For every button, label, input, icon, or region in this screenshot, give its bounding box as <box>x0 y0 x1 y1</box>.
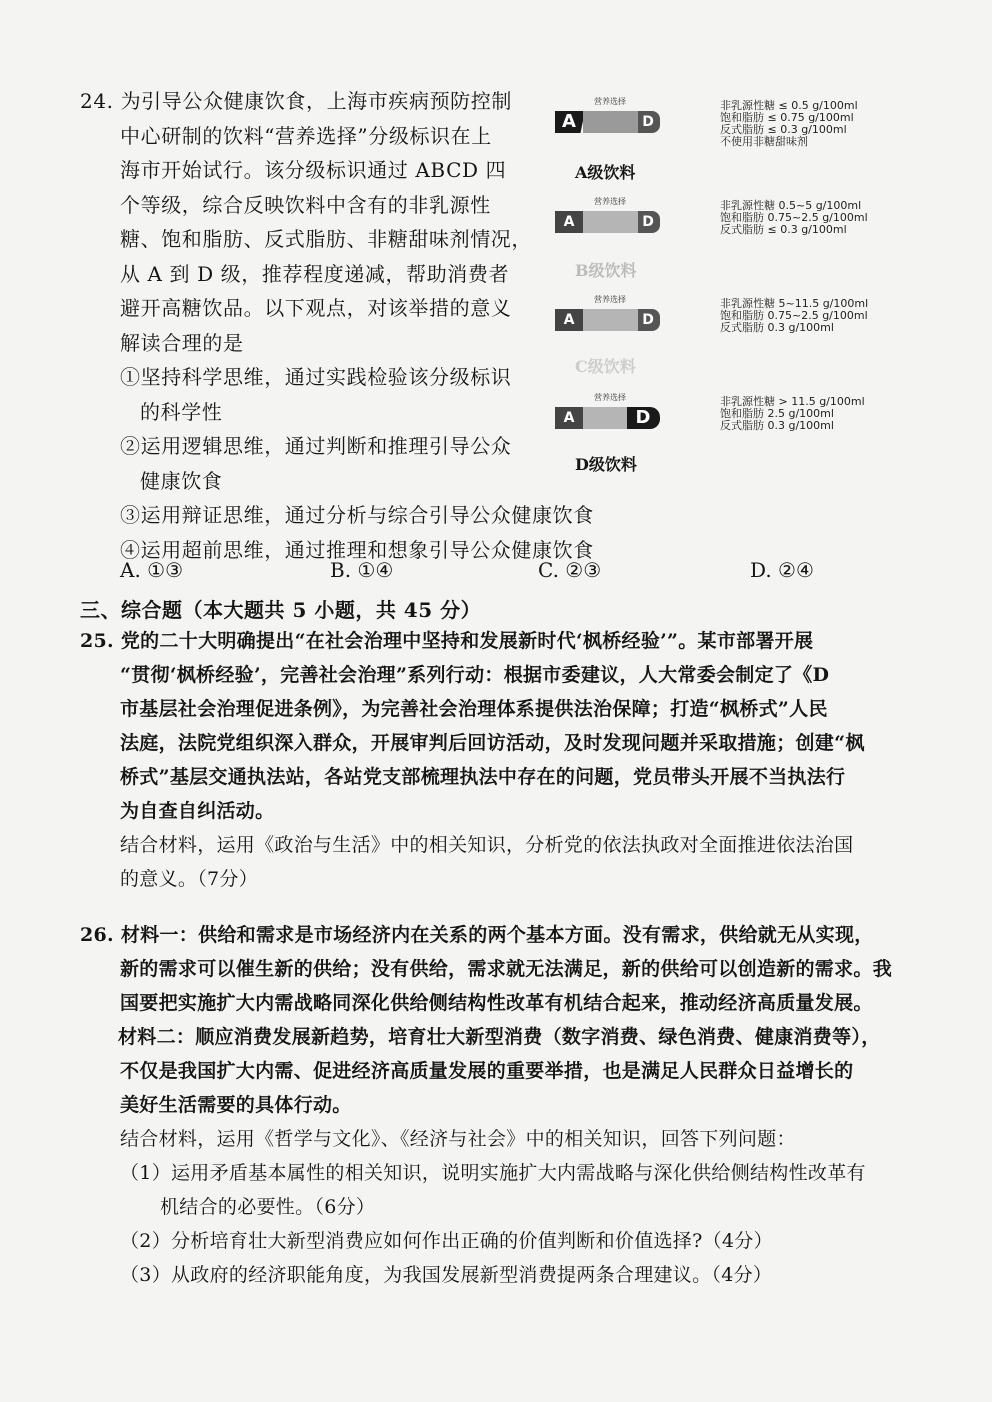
logo-caption: 营养选择 <box>594 393 626 402</box>
q26-sub-2: （2）分析培育壮大新型消费应如何作出正确的价值判断和价值选择?（4分） <box>120 1230 773 1252</box>
grade-bar: A D <box>555 211 660 233</box>
q24-line: 避开高糖饮品。以下观点，对该举措的意义 <box>120 296 512 320</box>
question-26 <box>80 918 940 1292</box>
q26-line: 26. 材料一：供给和需求是市场经济内在关系的两个基本方面。没有需求，供给就无从实现， <box>80 924 874 946</box>
q26-sub-1: （1）运用矛盾基本属性的相关知识，说明实施扩大内需战略与深化供给侧结构性改革有 <box>120 1162 866 1184</box>
option-c: C. ②③ <box>538 558 602 582</box>
grade-bar: A D <box>555 111 660 133</box>
q25-line: 桥式”基层交通执法站，各站党支部梳理执法中存在的问题，党员带头开展不当执法行 <box>120 766 846 788</box>
statement-2-cont: 健康饮食 <box>140 468 223 493</box>
q25-line: “贯彻‘枫桥经验’，完善社会治理”系列行动：根据市委建议，人大常委会制定了《D <box>120 664 830 686</box>
q26-sub-3: （3）从政府的经济职能角度，为我国发展新型消费提两条合理建议。（4分） <box>120 1264 773 1286</box>
q26-intro: 结合材料，运用《哲学与文化》、《经济与社会》中的相关知识，回答下列问题： <box>120 1128 796 1150</box>
grade-specs: 非乳源性糖 ≤ 0.5 g/100ml 饱和脂肪 ≤ 0.75 g/100ml 反式脂肪 ≤ 0.3 g/100ml 不使用非糖甜味剂 <box>720 99 858 148</box>
q25-line: 市基层社会治理促进条例》，为完善社会治理体系提供法治保障；打造“枫桥式”人民 <box>120 698 828 720</box>
grade-logo <box>555 294 665 331</box>
grade-bar: A D <box>555 309 660 331</box>
option-b: B. ①④ <box>330 558 394 582</box>
q24-line: 海市开始试行。该分级标识通过 ABCD 四 <box>120 158 507 182</box>
q24-line: 中心研制的饮料“营养选择”分级标识在上 <box>120 123 492 148</box>
grade-logo <box>555 196 665 233</box>
q25-line: 为自查自纠活动。 <box>120 800 275 822</box>
option-d: D. ②④ <box>750 558 814 582</box>
option-a: A. ①③ <box>120 558 184 582</box>
q26-line: 新的需求可以催生新的供给；没有供给，需求就无法满足，新的供给可以创造新的需求。我 <box>120 958 893 980</box>
q26-line: 材料二：顺应消费发展新趋势，培育壮大新型消费（数字消费、绿色消费、健康消费等）， <box>118 1026 881 1048</box>
q26-sub-1-cont: 机结合的必要性。（6分） <box>160 1196 376 1218</box>
question-25 <box>80 624 940 896</box>
grade-specs: 非乳源性糖 > 11.5 g/100ml 饱和脂肪 2.5 g/100ml 反式脂肪 0.3 g/100ml <box>720 395 865 432</box>
q24-line: 糖、饱和脂肪、反式脂肪、非糖甜味剂情况， <box>120 227 532 251</box>
q26-line: 不仅是我国扩大内需、促进经济高质量发展的重要举措，也是满足人民群众日益增长的 <box>120 1060 854 1082</box>
grade-label: D级饮料 <box>575 455 637 474</box>
q24-line: 从 A 到 D 级，推荐程度递减，帮助消费者 <box>120 261 510 286</box>
statement-1-cont: 的科学性 <box>140 399 223 424</box>
q26-line: 国要把实施扩大内需战略同深化供给侧结构性改革有机结合起来，推动经济高质量发展。 <box>120 992 873 1014</box>
logo-caption: 营养选择 <box>594 197 626 206</box>
grade-label: A级饮料 <box>575 163 636 182</box>
grade-label: B级饮料 <box>575 261 637 280</box>
q25-question: 的意义。（7分） <box>120 868 258 890</box>
statement-1: ①坚持科学思维，通过实践检验该分级标识 <box>120 365 512 389</box>
statement-2: ②运用逻辑思维，通过判断和推理引导公众 <box>120 434 512 458</box>
question-24 <box>80 84 594 567</box>
grade-label: C级饮料 <box>575 357 636 376</box>
section-heading: 三、综合题（本大题共 5 小题，共 45 分） <box>80 598 482 622</box>
q24-line: 24. 为引导公众健康饮食，上海市疾病预防控制 <box>80 89 512 113</box>
grade-specs: 非乳源性糖 5~11.5 g/100ml 饱和脂肪 0.75~2.5 g/100ml 反式脂肪 0.3 g/100ml <box>720 297 869 334</box>
grade-specs: 非乳源性糖 0.5~5 g/100ml 饱和脂肪 0.75~2.5 g/100ml 反式脂肪 ≤ 0.3 g/100ml <box>720 199 868 236</box>
grade-bar: A D <box>555 407 660 429</box>
q25-question: 结合材料，运用《政治与生活》中的相关知识，分析党的依法执政对全面推进依法治国 <box>120 834 854 856</box>
q25-line: 25. 党的二十大明确提出“在社会治理中坚持和发展新时代‘枫桥经验’”。某市部署开展 <box>80 630 814 652</box>
grade-logo <box>555 96 665 133</box>
q26-line: 美好生活需要的具体行动。 <box>120 1094 352 1116</box>
grade-logo <box>555 392 665 429</box>
logo-caption: 营养选择 <box>594 295 626 304</box>
q24-line: 解读合理的是 <box>120 330 244 355</box>
q24-line: 个等级，综合反映饮料中含有的非乳源性 <box>120 192 491 217</box>
statement-3: ③运用辩证思维，通过分析与综合引导公众健康饮食 <box>120 503 594 527</box>
statement-4: ④运用超前思维，通过推理和想象引导公众健康饮食 <box>120 537 594 562</box>
logo-caption: 营养选择 <box>594 97 626 106</box>
q25-line: 法庭，法院党组织深入群众，开展审判后回访活动，及时发现问题并采取措施；创建“枫 <box>120 732 865 754</box>
